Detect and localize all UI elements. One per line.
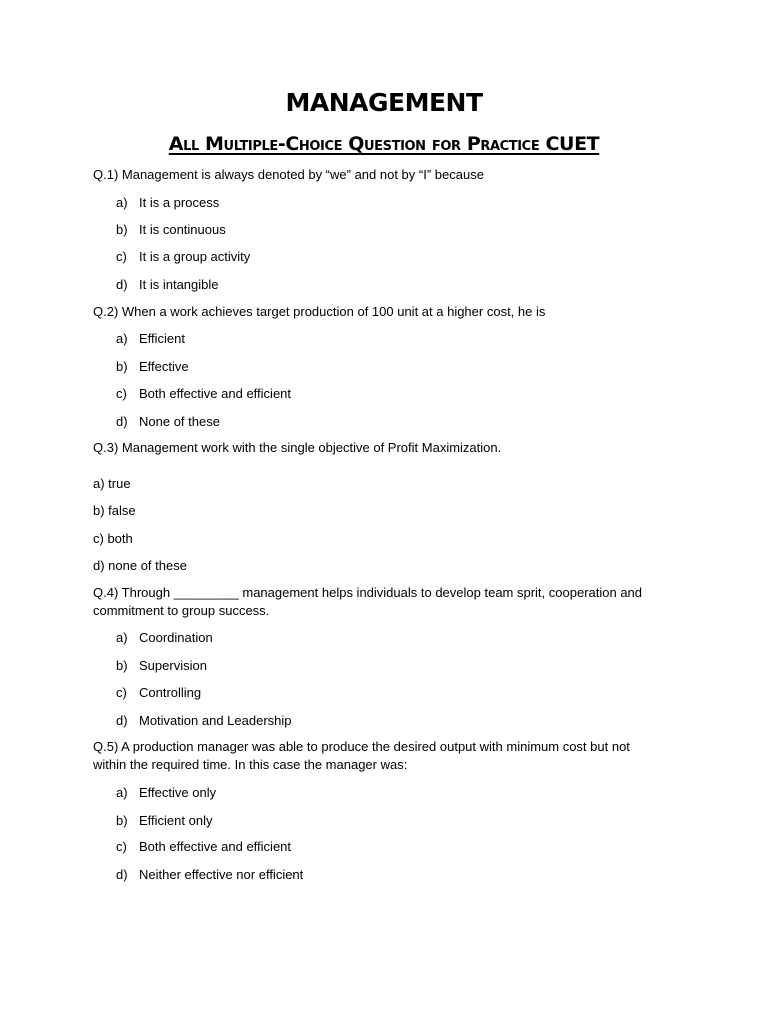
page-subtitle xyxy=(0,130,768,158)
page-subtitle-text: All Multiple-Choice Question for Practice CUET xyxy=(168,133,600,155)
question-5: Q.5) A production manager was able to produce the desired output with minimum cost but not within the required time. In this case the manager was: xyxy=(93,739,630,772)
question-1: Q.1) Management is always denoted by “we” and not by “I” because xyxy=(93,167,484,182)
option-text: Both effective and efficient xyxy=(139,839,292,854)
option-text: Effective xyxy=(139,359,189,374)
option-text: Coordination xyxy=(139,630,213,645)
option-letter: a) xyxy=(116,785,128,800)
page-title: MANAGEMENT xyxy=(285,88,483,117)
option-letter: b) xyxy=(116,222,128,237)
option-text: Neither effective nor efficient xyxy=(139,867,304,882)
option-letter: b) xyxy=(116,813,128,828)
option-letter: b) xyxy=(116,658,128,673)
option-letter: c) xyxy=(116,839,127,854)
option-letter: b) xyxy=(116,359,128,374)
question-3-option-c: c) both xyxy=(93,531,133,546)
option-text: Both effective and efficient xyxy=(139,386,292,401)
option-letter: a) xyxy=(116,630,128,645)
option-text: None of these xyxy=(139,414,220,429)
option-text: It is intangible xyxy=(139,277,219,292)
option-letter: d) xyxy=(116,277,128,292)
option-letter: d) xyxy=(116,713,128,728)
option-text: Efficient only xyxy=(139,813,213,828)
option-text: Efficient xyxy=(139,331,186,346)
option-text: Effective only xyxy=(139,785,217,800)
option-text: It is continuous xyxy=(139,222,226,237)
option-letter: c) xyxy=(116,249,127,264)
option-letter: a) xyxy=(116,195,128,210)
option-text: Motivation and Leadership xyxy=(139,713,292,728)
option-letter: d) xyxy=(116,414,128,429)
question-4: Q.4) Through _________ management helps individuals to develop team sprit, cooperation and commitment to group success. xyxy=(93,585,643,618)
option-letter: c) xyxy=(116,386,127,401)
option-text: Controlling xyxy=(139,685,202,700)
question-3: Q.3) Management work with the single objective of Profit Maximization. xyxy=(93,440,502,455)
question-3-option-a: a) true xyxy=(93,476,131,491)
question-3-option-b: b) false xyxy=(93,503,136,518)
question-2: Q.2) When a work achieves target production of 100 unit at a higher cost, he is xyxy=(93,304,546,319)
option-letter: c) xyxy=(116,685,127,700)
option-letter: d) xyxy=(116,867,128,882)
question-3-option-d: d) none of these xyxy=(93,558,187,573)
option-letter: a) xyxy=(116,331,128,346)
option-text: It is a process xyxy=(139,195,220,210)
option-text: It is a group activity xyxy=(139,249,251,264)
option-text: Supervision xyxy=(139,658,207,673)
